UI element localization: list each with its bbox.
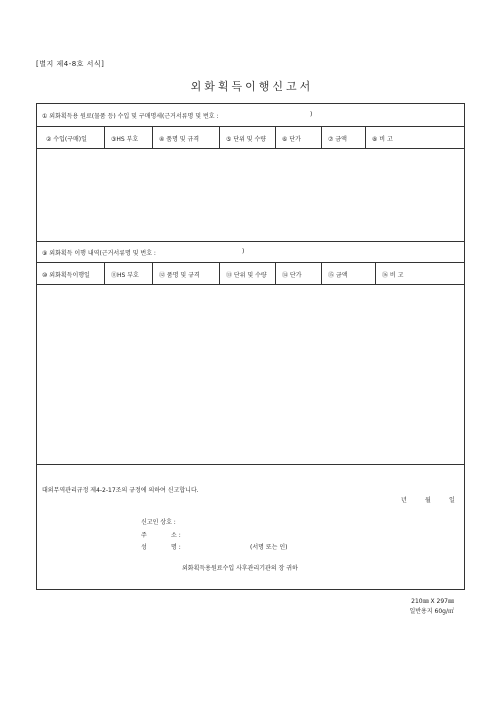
name-label-a: 성 bbox=[141, 544, 147, 551]
date-month-label: 월 bbox=[425, 497, 431, 504]
s1-col-item-spec: ④ 품명 및 규격 bbox=[159, 136, 200, 143]
divider bbox=[321, 262, 322, 284]
section2-heading: ⑨ 외화획득 이행 내역(근거서류명 및 번호 : bbox=[42, 250, 156, 257]
date-day-label: 일 bbox=[449, 497, 455, 504]
declaration-box bbox=[36, 465, 465, 590]
s2-col-hs-code: ⑪HS 부호 bbox=[111, 272, 139, 279]
s1-col-unit-price: ⑥ 단가 bbox=[282, 136, 301, 143]
date-year-label: 년 bbox=[401, 497, 407, 504]
divider bbox=[37, 284, 464, 285]
divider bbox=[104, 126, 105, 148]
divider bbox=[219, 262, 220, 284]
paper-weight: 일반용지 60g/㎡ bbox=[409, 608, 454, 615]
divider bbox=[152, 126, 153, 148]
s1-col-amount: ⑦ 금액 bbox=[328, 136, 347, 143]
s1-col-unit-qty: ⑤ 단위 및 수량 bbox=[226, 136, 267, 143]
divider bbox=[37, 148, 464, 149]
divider bbox=[275, 262, 276, 284]
s2-col-unit-price: ⑭ 단가 bbox=[282, 272, 302, 279]
form-number-label: [별지 제4-8호 서식] bbox=[36, 60, 105, 68]
paper-size: 210㎜ X 297㎜ bbox=[411, 598, 454, 605]
divider bbox=[37, 126, 464, 127]
divider bbox=[37, 241, 464, 242]
form-frame bbox=[36, 103, 465, 465]
address-label-a: 주 bbox=[141, 532, 147, 539]
divider bbox=[365, 126, 366, 148]
section1-heading: ① 외화획득용 원료(물품 등) 수입 및 구매명세(근거서류명 및 번호 : bbox=[42, 113, 219, 120]
name-label-b: 명 : bbox=[171, 544, 181, 551]
divider bbox=[375, 262, 376, 284]
reporter-name-label: 신고인 상호 : bbox=[141, 519, 176, 526]
section2-heading-end: ) bbox=[242, 248, 245, 255]
s2-col-amount: ⑮ 금액 bbox=[328, 272, 348, 279]
form-title: 외화획득이행신고서 bbox=[190, 80, 314, 93]
addressee: 외화획득용원료수입 사후관리기관의 장 귀하 bbox=[182, 565, 298, 572]
s2-col-unit-qty: ⑬ 단위 및 수량 bbox=[226, 272, 267, 279]
s1-col-import-date: ② 수입(구매)일 bbox=[46, 136, 87, 143]
s2-col-fulfill-date: ⑩ 외화획득이행일 bbox=[42, 272, 90, 279]
signature-note: (서명 또는 인) bbox=[250, 544, 288, 551]
section1-heading-end: ) bbox=[310, 111, 313, 118]
declaration-statement: 대외무역관리규정 제4-2-17조의 규정에 의하여 신고합니다. bbox=[42, 487, 199, 494]
divider bbox=[321, 126, 322, 148]
s1-col-remarks: ⑧ 비 고 bbox=[372, 136, 393, 143]
divider bbox=[37, 262, 464, 263]
s2-col-item-spec: ⑫ 품명 및 규격 bbox=[159, 272, 200, 279]
divider bbox=[219, 126, 220, 148]
divider bbox=[104, 262, 105, 284]
divider bbox=[275, 126, 276, 148]
s1-col-hs-code: ③HS 부호 bbox=[111, 136, 139, 143]
divider bbox=[152, 262, 153, 284]
s2-col-remarks: ⑯ 비 고 bbox=[382, 272, 404, 279]
address-label-b: 소 : bbox=[171, 532, 181, 539]
